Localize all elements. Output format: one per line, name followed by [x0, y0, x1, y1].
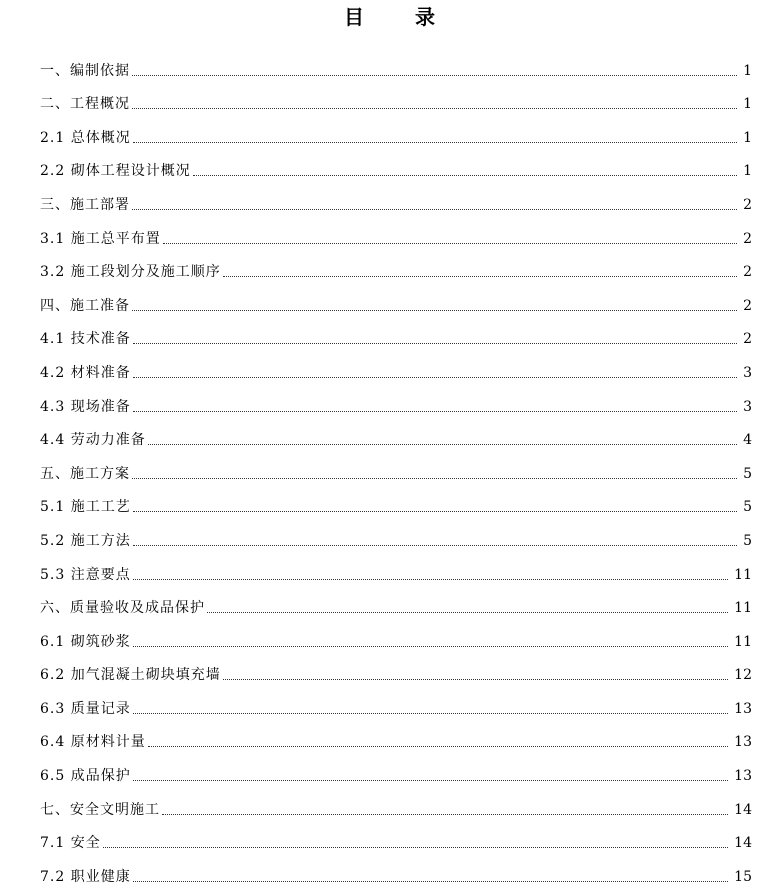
toc-entry-label: 五、施工方案: [40, 465, 130, 482]
toc-entry-label: 二、工程概况: [40, 96, 130, 113]
toc-dot-leader: [133, 779, 728, 781]
toc-dot-leader: [133, 510, 737, 512]
toc-entry-page-number: 2: [743, 331, 752, 348]
toc-entry-label: 3.1 施工总平布置: [40, 230, 161, 247]
toc-entry-label: 4.1 技术准备: [40, 331, 131, 348]
toc-entry-label: 6.1 砌筑砂浆: [40, 633, 131, 650]
page-title: 目 录: [344, 5, 457, 29]
toc-entry[interactable]: [40, 487, 752, 521]
toc-entry-label: 4.4 劳动力准备: [40, 432, 146, 449]
toc-entry-label: 5.2 施工方法: [40, 532, 131, 549]
toc-dot-leader: [193, 174, 737, 176]
toc-entry[interactable]: [40, 588, 752, 622]
toc-entry[interactable]: [40, 789, 752, 823]
toc-dot-leader: [132, 107, 737, 109]
toc-entry-label: 一、编制依据: [40, 62, 130, 79]
toc-dot-leader: [148, 745, 728, 747]
toc-entry-label: 七、安全文明施工: [40, 801, 160, 818]
toc-entry-label: 6.4 原材料计量: [40, 734, 146, 751]
toc-entry-label: 4.3 现场准备: [40, 398, 131, 415]
toc-dot-leader: [133, 880, 728, 882]
toc-entry-page-number: 1: [743, 163, 752, 180]
toc-entry-page-number: 13: [734, 768, 752, 785]
toc-entry-page-number: 5: [743, 499, 752, 516]
toc-dot-leader: [132, 74, 737, 76]
toc-entry[interactable]: [40, 453, 752, 487]
toc-entry-label: 2.2 砌体工程设计概况: [40, 163, 191, 180]
toc-entry-label: 7.2 职业健康: [40, 868, 131, 885]
toc-entry[interactable]: [40, 319, 752, 353]
toc-entry-label: 三、施工部署: [40, 196, 130, 213]
toc-dot-leader: [133, 544, 737, 546]
toc-dot-leader: [148, 443, 737, 445]
toc-dot-leader: [223, 678, 728, 680]
toc-entry-page-number: 15: [734, 868, 752, 885]
toc-entry-page-number: 12: [734, 667, 752, 684]
toc-entry-page-number: 11: [734, 566, 752, 583]
toc-entry-page-number: 2: [743, 297, 752, 314]
toc-entry-label: 四、施工准备: [40, 297, 130, 314]
toc-entry-label: 4.2 材料准备: [40, 364, 131, 381]
toc-dot-leader: [132, 208, 737, 210]
toc-dot-leader: [133, 410, 737, 412]
toc-entry[interactable]: [40, 722, 752, 756]
toc-entry-page-number: 2: [743, 230, 752, 247]
toc-entry-page-number: 11: [734, 633, 752, 650]
toc-entry-label: 2.1 总体概况: [40, 129, 131, 146]
toc-dot-leader: [133, 342, 737, 344]
toc-dot-leader: [132, 309, 737, 311]
toc-dot-leader: [133, 712, 728, 714]
toc-dot-leader: [103, 846, 728, 848]
toc-entry[interactable]: [40, 520, 752, 554]
toc-entry-page-number: 3: [743, 398, 752, 415]
toc-entry-label: 6.2 加气混凝土砌块填充墙: [40, 667, 221, 684]
toc-entry-label: 6.3 质量记录: [40, 700, 131, 717]
toc-entry[interactable]: [40, 151, 752, 185]
toc-entry-page-number: 14: [734, 801, 752, 818]
toc-entry[interactable]: [40, 218, 752, 252]
toc-dot-leader: [162, 813, 728, 815]
toc-entry[interactable]: [40, 117, 752, 151]
toc-dot-leader: [132, 477, 737, 479]
toc-entry-page-number: 11: [734, 600, 752, 617]
toc-entry[interactable]: [40, 621, 752, 655]
toc-entry[interactable]: [40, 655, 752, 689]
toc-entry[interactable]: [40, 420, 752, 454]
toc-dot-leader: [133, 376, 737, 378]
toc-entry[interactable]: [40, 184, 752, 218]
toc-entry-page-number: 1: [743, 62, 752, 79]
toc-entry[interactable]: [40, 285, 752, 319]
toc-entry[interactable]: [40, 84, 752, 118]
toc-entry-page-number: 14: [734, 835, 752, 852]
toc-entry-page-number: 13: [734, 700, 752, 717]
toc-entry[interactable]: [40, 352, 752, 386]
toc-entry-page-number: 5: [743, 465, 752, 482]
toc-entry-page-number: 3: [743, 364, 752, 381]
toc-entry-page-number: 4: [743, 432, 752, 449]
toc-entry[interactable]: [40, 50, 752, 84]
toc-entry-page-number: 1: [743, 96, 752, 113]
toc-entry-page-number: 1: [743, 129, 752, 146]
toc-entry[interactable]: [40, 688, 752, 722]
toc-entry-label: 六、质量验收及成品保护: [40, 600, 205, 617]
toc-dot-leader: [133, 645, 728, 647]
toc-entry-label: 5.3 注意要点: [40, 566, 131, 583]
toc-dot-leader: [207, 611, 728, 613]
toc-dot-leader: [133, 141, 737, 143]
toc-entry[interactable]: [40, 252, 752, 286]
toc-entry-page-number: 2: [743, 264, 752, 281]
toc-dot-leader: [163, 242, 737, 244]
toc-dot-leader: [223, 275, 737, 277]
toc-entry-label: 6.5 成品保护: [40, 768, 131, 785]
toc-entry[interactable]: [40, 386, 752, 420]
toc-entry-page-number: 13: [734, 734, 752, 751]
table-of-contents: [40, 50, 752, 890]
toc-dot-leader: [133, 578, 728, 580]
toc-entry[interactable]: [40, 755, 752, 789]
toc-entry-label: 7.1 安全: [40, 835, 101, 852]
toc-entry[interactable]: [40, 856, 752, 890]
toc-entry-page-number: 2: [743, 196, 752, 213]
toc-entry-label: 5.1 施工工艺: [40, 499, 131, 516]
toc-entry[interactable]: [40, 823, 752, 857]
toc-entry[interactable]: [40, 554, 752, 588]
toc-entry-page-number: 5: [743, 532, 752, 549]
toc-entry-label: 3.2 施工段划分及施工顺序: [40, 264, 221, 281]
